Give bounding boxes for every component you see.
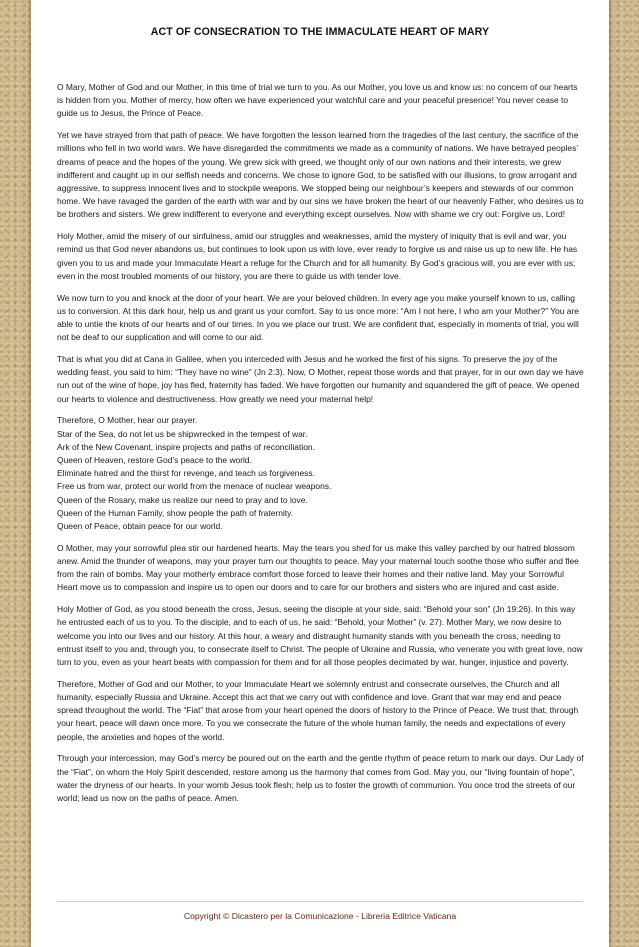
litany-line: Therefore, O Mother, hear our prayer.: [57, 415, 198, 426]
paragraph: Yet we have strayed from that path of peace. We have forgotten the lesson learned from the tragedies of the last century, the sacrifice of the millions who fell in two world wars. We have disregarded the commitments we made as a community of nations. We have betrayed peoples’ dreams of peace and the hopes of the young. We grew sick with greed, we thought only of our own nations and their interests, we grew indifferent and caught up in our selfish needs and concerns. We chose to ignore God, to be satisfied with our illusions, to grow arrogant and aggressive, to suppress innocent lives and to stockpile weapons. We stopped being our neighbour’s keepers and stewards of our common home. We have ravaged the garden of the earth with war and by our sins we have broken the heart of our heavenly Father, who desires us to be brothers and sisters. We grew indifferent to everyone and everything except ourselves. Now with shame we cry out: Forgive us, Lord!: [57, 130, 584, 220]
litany: [57, 414, 585, 533]
litany-line: Queen of Peace, obtain peace for our world.: [57, 521, 223, 532]
paragraph: Holy Mother of God, as you stood beneath the cross, Jesus, seeing the disciple at your side, said: “Behold your son” (Jn 19:26). In this way he entrusted each of us to you. To the disciple, and to each of us, he said: “Behold, your Mother” (v. 27). Mother Mary, we now desire to welcome you into our lives and our history. At this hour, a weary and distraught humanity stands with you beneath the cross, needing to entrust itself to you and, through you, to consecrate itself to Christ. The people of Ukraine and Russia, who venerate you with great love, now turn to you, even as your heart beats with compassion for them and for all those peoples decimated by war, hunger, injustice and poverty.: [57, 604, 583, 668]
paragraph: Through your intercession, may God’s mercy be poured out on the earth and the gentle rhythm of peace return to mark our days. Our Lady of the “Fiat”, on whom the Holy Spirit descended, restore among us the harmony that comes from God. May you, our “living fountain of hope”, water the dryness of our hearts. In your womb Jesus took flesh; help us to foster the growth of communion. You once trod the streets of our world; lead us now on the paths of peace. Amen.: [57, 753, 584, 804]
paragraph: O Mother, may your sorrowful plea stir our hardened hearts. May the tears you shed for us make this valley parched by our hatred blossom anew. Amid the thunder of weapons, may your prayer turn our thoughts to peace. May your maternal touch soothe those who suffer and flee from the rain of bombs. May your motherly embrace comfort those forced to leave their homes and their native land. May your Sorrowful Heart move us to compassion and inspire us to open our doors and to care for our brothers and sisters who are injured and cast aside.: [57, 542, 579, 593]
litany-line: Queen of the Rosary, make us realize our need to pray and to love.: [57, 494, 308, 505]
litany-line: Ark of the New Covenant, inspire projects and paths of reconciliation.: [57, 441, 315, 452]
document-body: [57, 81, 585, 814]
footer-divider: [57, 901, 583, 902]
paragraph: Therefore, Mother of God and our Mother, to your Immaculate Heart we solemnly entrust and consecrate ourselves, the Church and all humanity, especially Russia and Ukraine. Accept this act that we carry out with confidence and love. Grant that war may end and peace spread throughout the world. The “Fiat” that arose from your heart opened the doors of history to the Prince of Peace. We trust that, through your heart, peace will dawn once more. To you we consecrate the future of the whole human family, the needs and expectations of every people, the anxieties and hopes of the world.: [57, 678, 579, 742]
document-page: [31, 0, 609, 947]
litany-line: Star of the Sea, do not let us be shipwrecked in the tempest of war.: [57, 428, 308, 439]
paragraph: Holy Mother, amid the misery of our sinfulness, amid our struggles and weaknesses, amid the mystery of iniquity that is evil and war, you remind us that God never abandons us, but continues to look upon us with love, ever ready to forgive us and raise us up to new life. He has given you to us and made your Immaculate Heart a refuge for the Church and for all humanity. By God’s gracious will, you are ever with us; even in the most troubled moments of our history, you are there to guide us with tender love.: [57, 231, 578, 281]
copyright-footer: Copyright © Dicastero per la Comunicazione - Libreria Editrice Vaticana: [183, 911, 457, 921]
litany-line: Free us from war, protect our world from the menace of nuclear weapons.: [57, 481, 332, 492]
litany-line: Queen of Heaven, restore God’s peace to the world.: [57, 455, 252, 466]
document-title: ACT OF CONSECRATION TO THE IMMACULATE HEART OF MARY: [150, 26, 490, 38]
litany-line: Queen of the Human Family, show people the path of fraternity.: [57, 507, 294, 518]
paragraph: O Mary, Mother of God and our Mother, in this time of trial we turn to you. As our Mother, you love us and know us: no concern of our hearts is hidden from you. Mother of mercy, how often we have experienced your watchful care and your peaceful presence! You never cease to guide us to Jesus, the Prince of Peace.: [57, 82, 578, 119]
paragraph: We now turn to you and knock at the door of your heart. We are your beloved children. In every age you make yourself known to us, calling us to conversion. At this dark hour, help us and grant us your comfort. Say to us once more: “Am I not here, I who am your Mother?” You are able to untie the knots of our hearts and of our times. In you we place our trust. We are confident that, especially in moments of trial, you will not be deaf to our supplication and will come to our aid.: [57, 292, 579, 343]
litany-line: Eliminate hatred and the thirst for revenge, and teach us forgiveness.: [57, 468, 315, 479]
paragraph: That is what you did at Cana in Galilee, when you interceded with Jesus and he worked the first of his signs. To preserve the joy of the wedding feast, you said to him: “They have no wine” (Jn 2:3). Now, O Mother, repeat those words and that prayer, for in our own day we have run out of the wine of hope, joy has fled, fraternity has faded. We have forgotten our humanity and squandered the gift of peace. We opened our hearts to violence and destructiveness. How greatly we need your maternal help!: [57, 354, 584, 404]
